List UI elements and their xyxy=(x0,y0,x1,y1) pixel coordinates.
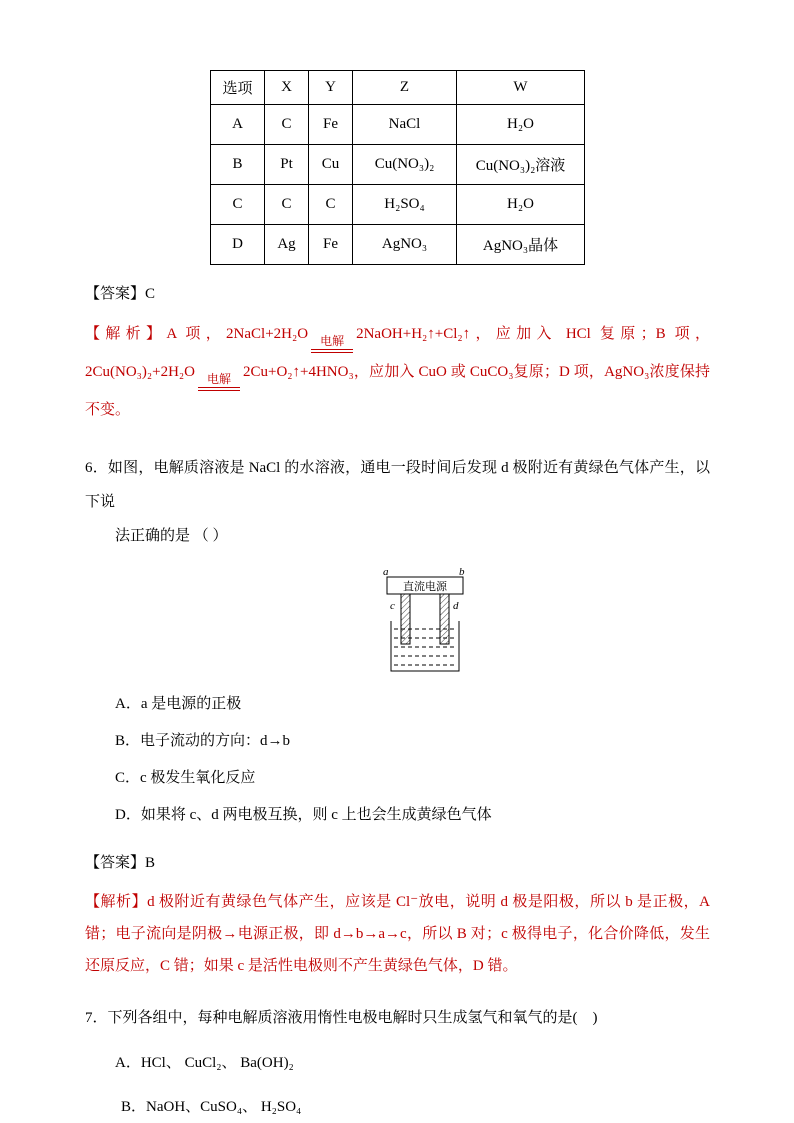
double-line xyxy=(311,349,353,353)
table-header-cell: Y xyxy=(309,71,353,105)
table-cell: A xyxy=(211,105,265,145)
electrode-c-label: c xyxy=(390,600,395,612)
table-cell: H₂SO₄ xyxy=(353,185,457,225)
option-c: C．c 极发生氧化反应 xyxy=(115,770,256,786)
question-7-options xyxy=(115,1052,710,1118)
table-cell: B xyxy=(211,145,265,185)
table-row xyxy=(211,105,585,145)
analysis-label: 【解析】 xyxy=(85,326,167,342)
question-6-stem xyxy=(85,451,710,553)
terminal-a-label: a xyxy=(383,566,389,578)
table-cell: C xyxy=(211,185,265,225)
q5-answer-line xyxy=(85,283,710,305)
table-header-cell: X xyxy=(265,71,309,105)
table-cell: Cu xyxy=(309,145,353,185)
option-a: A．a 是电源的正极 xyxy=(115,696,242,712)
table-cell: C xyxy=(265,185,309,225)
table-header-row xyxy=(211,71,585,105)
analysis-text: 2NaOH+H₂↑+Cl₂↑，应加入 HCl 复原；B 项，2Cu(NO₃)₂+2H₂O xyxy=(85,326,710,380)
electrode-d-label: d xyxy=(453,600,459,612)
table-cell: Fe xyxy=(309,225,353,265)
table-cell: D xyxy=(211,225,265,265)
q5-analysis xyxy=(85,315,710,429)
option-b: B．电子流动的方向：d→b xyxy=(115,733,291,749)
option-a: A．HCl、 CuCl₂、 Ba(OH)₂ xyxy=(115,1055,294,1071)
electrolysis-condition-label: 电解 xyxy=(320,334,345,348)
question-6-options xyxy=(115,693,710,826)
options-table xyxy=(210,70,585,265)
analysis-text: d 极附近有黄绿色气体产生，应该是 Cl⁻放电，说明 d 极是阳极，所以 b 是正极，A 错；电子流向是阴极→电源正极，即 d→b→a→c，所以 B 对；c 极得电子，化合价降低，发生还原反应，C 错；如果 c 是活性电极则不产生黄绿色气体，D 错。 xyxy=(85,894,710,974)
electrolysis-arrow xyxy=(198,373,240,391)
electrolysis-diagram xyxy=(377,565,473,677)
q6-answer-line xyxy=(85,852,710,874)
stem-text: 法正确的是 （ ） xyxy=(115,528,228,544)
table-cell: Cu(NO₃)₂ xyxy=(353,145,457,185)
q6-analysis xyxy=(85,886,710,982)
terminal-b-label: b xyxy=(459,566,465,578)
electrode-c xyxy=(401,594,410,644)
option-d: D．如果将 c、d 两电极互换，则 c 上也会生成黄绿色气体 xyxy=(115,807,492,823)
table-cell: Fe xyxy=(309,105,353,145)
table-cell: H₂O xyxy=(457,185,585,225)
table-row xyxy=(211,185,585,225)
answer-label: 【答案】 xyxy=(85,286,146,302)
double-line xyxy=(198,387,240,391)
analysis-text: 2Cu+O₂↑+4HNO₃，应加入 CuO 或 CuCO₃复原；D 项，AgNO₃浓度保持不变。 xyxy=(85,364,710,418)
answer-value: C xyxy=(145,286,156,302)
table-cell: NaCl xyxy=(353,105,457,145)
question-7-stem: 7．下列各组中，每种电解质溶液用惰性电极电解时只生成氢气和氧气的是( ) xyxy=(85,1010,598,1026)
stem-text: 6．如图，电解质溶液是 NaCl 的水溶液，通电一段时间后发现 d 极附近有黄绿色气体产生，以下说 xyxy=(85,460,710,510)
analysis-text: A 项，2NaCl+2H₂O xyxy=(166,326,309,342)
table-row xyxy=(211,225,585,265)
table-header-cell: W xyxy=(457,71,585,105)
electrode-d xyxy=(440,594,449,644)
answer-label: 【答案】 xyxy=(85,855,146,871)
answer-value: B xyxy=(145,855,156,871)
table-cell: AgNO₃晶体 xyxy=(457,225,585,265)
document-content xyxy=(0,70,794,1118)
table-cell: C xyxy=(265,105,309,145)
electrolysis-arrow xyxy=(311,335,353,353)
table-header-cell: 选项 xyxy=(211,71,265,105)
table-cell: AgNO₃ xyxy=(353,225,457,265)
table-header-cell: Z xyxy=(353,71,457,105)
table-cell: C xyxy=(309,185,353,225)
table-row xyxy=(211,145,585,185)
table-cell: Ag xyxy=(265,225,309,265)
electrolysis-condition-label: 电解 xyxy=(206,372,231,386)
option-b: B．NaOH、CuSO₄、 H₂SO₄ xyxy=(121,1099,302,1115)
analysis-label: 【解析】 xyxy=(85,894,148,910)
power-supply-label: 直流电源 xyxy=(403,581,447,593)
table-cell: Pt xyxy=(265,145,309,185)
table-cell: Cu(NO₃)₂溶液 xyxy=(457,145,585,185)
table-cell: H₂O xyxy=(457,105,585,145)
electrolysis-diagram-svg xyxy=(377,565,473,677)
